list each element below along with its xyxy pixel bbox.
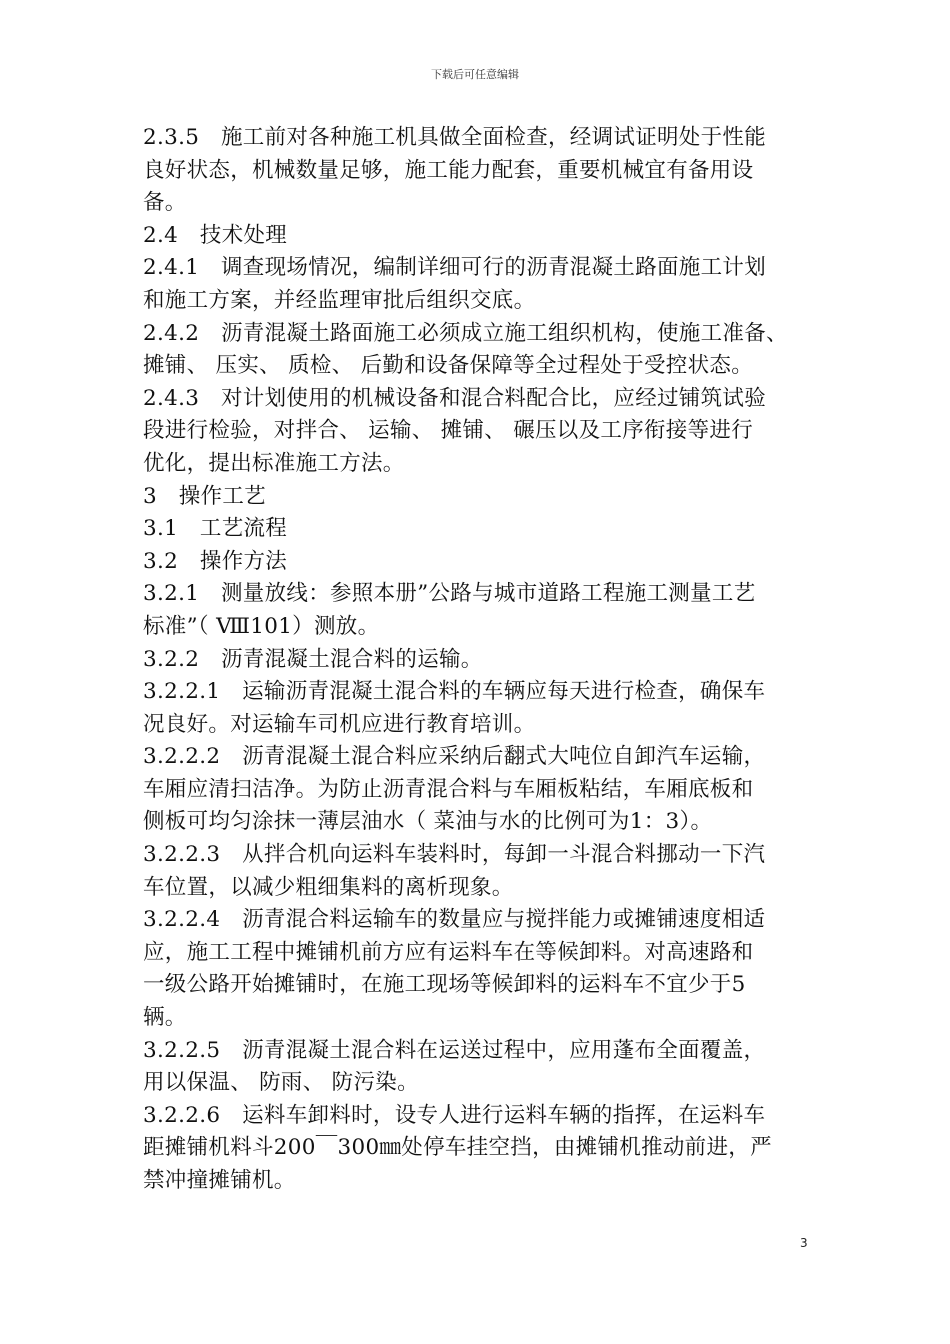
text-line: 3.2.2.4 沥青混合料运输车的数量应与搅拌能力或摊铺速度相适 — [143, 907, 766, 933]
page-header: 下载后可任意编辑 — [431, 68, 519, 81]
text-line: 备。 — [143, 190, 187, 216]
section-heading: 3.2 操作方法 — [143, 548, 288, 574]
text-line: 辆。 — [143, 1005, 187, 1031]
text-line: 2.4.1 调查现场情况，编制详细可行的沥青混凝土路面施工计划 — [143, 255, 767, 281]
document-body — [143, 122, 813, 1198]
text-line: 3.2.2.3 从拌合机向运料车装料时，每卸一斗混合料挪动一下汽 — [143, 842, 766, 868]
text-line: 标准”（ Ⅷ101）测放。 — [143, 613, 380, 639]
text-line: 摊铺、 压实、 质检、 后勤和设备保障等全过程处于受控状态。 — [143, 353, 754, 379]
text-line: 3.2.2 沥青混凝土混合料的运输。 — [143, 646, 483, 672]
section-heading: 2.4 技术处理 — [143, 222, 288, 248]
text-line: 和施工方案，并经监理审批后组织交底。 — [143, 287, 536, 313]
text-line: 应，施工工程中摊铺机前方应有运料车在等候卸料。对高速路和 — [143, 939, 754, 965]
section-heading: 3.1 工艺流程 — [143, 516, 288, 542]
page-number: 3 — [800, 1236, 808, 1250]
text-line: 车厢应清扫洁净。为防止沥青混合料与车厢板粘结，车厢底板和 — [143, 776, 754, 802]
text-line: 车位置，以减少粗细集料的离析现象。 — [143, 874, 514, 900]
text-line: 用以保温、 防雨、 防污染。 — [143, 1070, 419, 1096]
text-line: 2.4.3 对计划使用的机械设备和混合料配合比，应经过铺筑试验 — [143, 385, 767, 411]
text-line: 况良好。对运输车司机应进行教育培训。 — [143, 711, 536, 737]
text-line: 3.2.1 测量放线：参照本册”公路与城市道路工程施工测量工艺 — [143, 581, 756, 607]
text-line: 一级公路开始摊铺时，在施工现场等候卸料的运料车不宜少于5 — [143, 972, 746, 998]
text-line: 良好状态，机械数量足够，施工能力配套，重要机械宜有备用设 — [143, 157, 754, 183]
text-line: 距摊铺机料斗200￣300㎜处停车挂空挡，由摊铺机推动前进，严 — [143, 1135, 772, 1161]
text-line: 3.2.2.2 沥青混凝土混合料应采纳后翻式大吨位自卸汽车运输， — [143, 744, 766, 770]
text-line: 禁冲撞摊铺机。 — [143, 1168, 296, 1193]
text-line: 2.3.5 施工前对各种施工机具做全面检查，经调试证明处于性能 — [143, 125, 767, 150]
text-line: 侧板可均匀涂抹一薄层油水（ 菜油与水的比例可为1：3）。 — [143, 809, 713, 835]
text-line: 3.2.2.6 运料车卸料时，设专人进行运料车辆的指挥，在运料车 — [143, 1102, 766, 1128]
text-line: 3.2.2.1 运输沥青混凝土混合料的车辆应每天进行检查，确保车 — [143, 679, 766, 705]
text-line: 3.2.2.5 沥青混凝土混合料在运送过程中，应用蓬布全面覆盖， — [143, 1037, 766, 1063]
text-line: 段进行检验，对拌合、 运输、 摊铺、 碾压以及工序衔接等进行 — [143, 418, 754, 444]
text-line: 2.4.2 沥青混凝土路面施工必须成立施工组织机构，使施工准备、 — [143, 320, 788, 346]
text-line: 优化，提出标准施工方法。 — [143, 450, 405, 476]
section-heading: 3 操作工艺 — [143, 483, 266, 509]
